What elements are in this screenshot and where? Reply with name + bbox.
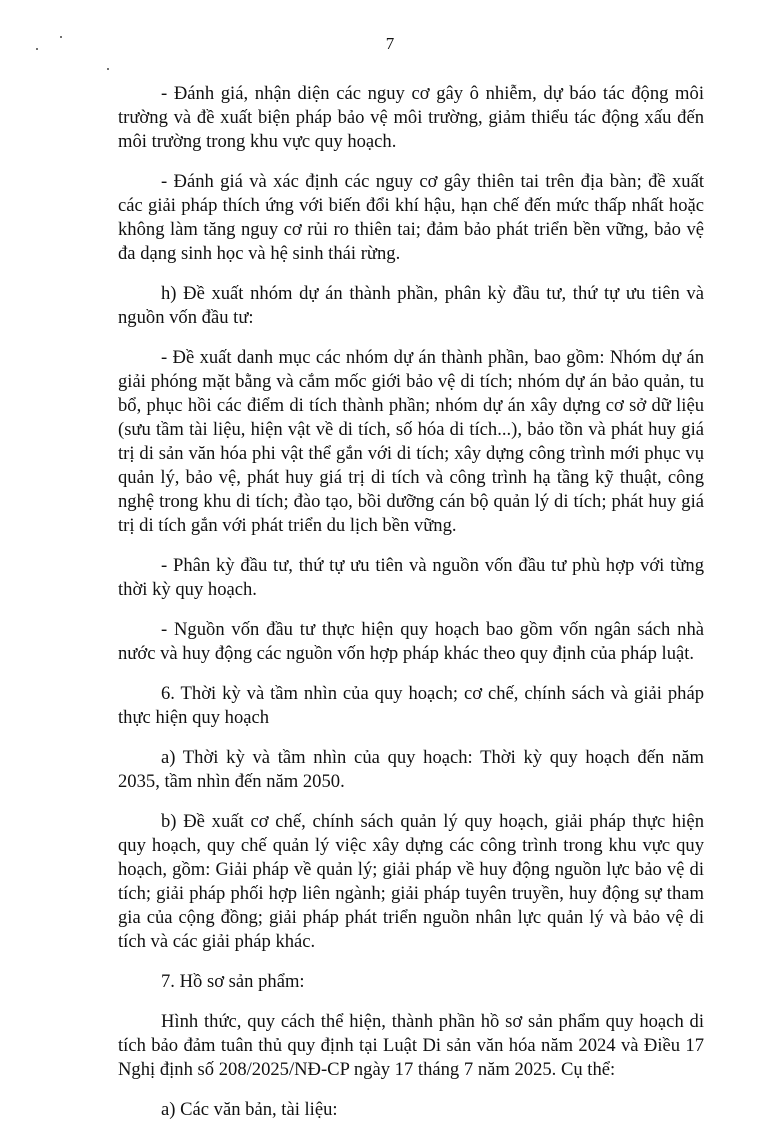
paragraph-section-h: h) Đề xuất nhóm dự án thành phần, phân kỳ đầu tư, thứ tự ưu tiên và nguồn vốn đầu tư: <box>118 283 704 328</box>
paragraph-funding-sources: - Nguồn vốn đầu tư thực hiện quy hoạch bao gồm vốn ngân sách nhà nước và huy động các nguồn vốn hợp pháp khác theo quy định của pháp luật. <box>118 619 704 664</box>
paragraph-product-dossier: Hình thức, quy cách thể hiện, thành phần hồ sơ sản phẩm quy hoạch di tích bảo đảm tuân thủ quy định tại Luật Di sản văn hóa năm 2024 và Điều 17 Nghị định số 208/2025/NĐ-CP ngày 17 tháng 7 năm 2025. Cụ thể: <box>118 1011 704 1080</box>
paragraph-disaster-assessment: - Đánh giá và xác định các nguy cơ gây thiên tai trên địa bàn; đề xuất các giải pháp thích ứng với biến đổi khí hậu, hạn chế đến mức thấp nhất hoặc không làm tăng nguy cơ rủi ro thiên tai; đảm bảo phát triển bền vững, bảo vệ đa dạng sinh học và hệ sinh thái rừng. <box>118 171 704 264</box>
paragraph-pollution-assessment: - Đánh giá, nhận diện các nguy cơ gây ô nhiễm, dự báo tác động môi trường và đề xuất biện pháp bảo vệ môi trường, giảm thiểu tác động xấu đến môi trường trong khu vực quy hoạch. <box>118 83 704 152</box>
paragraph-section-6: 6. Thời kỳ và tầm nhìn của quy hoạch; cơ chế, chính sách và giải pháp thực hiện quy hoạch <box>118 683 704 728</box>
paragraph-section-6b: b) Đề xuất cơ chế, chính sách quản lý quy hoạch, giải pháp thực hiện quy hoạch, quy chế quản lý việc xây dựng các công trình trong khu vực quy hoạch, gồm: Giải pháp về quản lý; giải pháp về huy động nguồn lực bảo vệ di tích; giải pháp phối hợp liên ngành; giải pháp tuyên truyền, huy động sự tham gia của cộng đồng; giải pháp phát triển nguồn nhân lực quản lý và bảo vệ di tích và các giải pháp khác. <box>118 811 704 952</box>
paragraph-section-6a: a) Thời kỳ và tầm nhìn của quy hoạch: Thời kỳ quy hoạch đến năm 2035, tầm nhìn đến năm 2050. <box>118 747 704 792</box>
paragraph-project-list: - Đề xuất danh mục các nhóm dự án thành phần, bao gồm: Nhóm dự án giải phóng mặt bằng và cắm mốc giới bảo vệ di tích; nhóm dự án bảo quản, tu bổ, phục hồi các điểm di tích thành phần; nhóm dự án xây dựng cơ sở dữ liệu (sưu tầm tài liệu, hiện vật về di tích, số hóa di tích...), bảo tồn và phát huy giá trị di sản văn hóa phi vật thể gắn với di tích; xây dựng công trình mới phục vụ quản lý, bảo vệ, phát huy giá trị di tích và công trình hạ tầng kỹ thuật, công nghệ trong khu di tích; đào tạo, bồi dưỡng cán bộ quản lý di tích; phát huy giá trị di tích gắn với phát triển du lịch bền vững. <box>118 347 704 536</box>
page-number: 7 <box>385 34 395 53</box>
paragraph-investment-phasing: - Phân kỳ đầu tư, thứ tự ưu tiên và nguồn vốn đầu tư phù hợp với từng thời kỳ quy hoạch. <box>118 555 704 600</box>
paragraph-section-7: 7. Hồ sơ sản phẩm: <box>161 971 305 992</box>
scan-speck <box>107 68 109 70</box>
page-body <box>118 82 704 1138</box>
paragraph-section-7a: a) Các văn bản, tài liệu: <box>161 1099 338 1120</box>
